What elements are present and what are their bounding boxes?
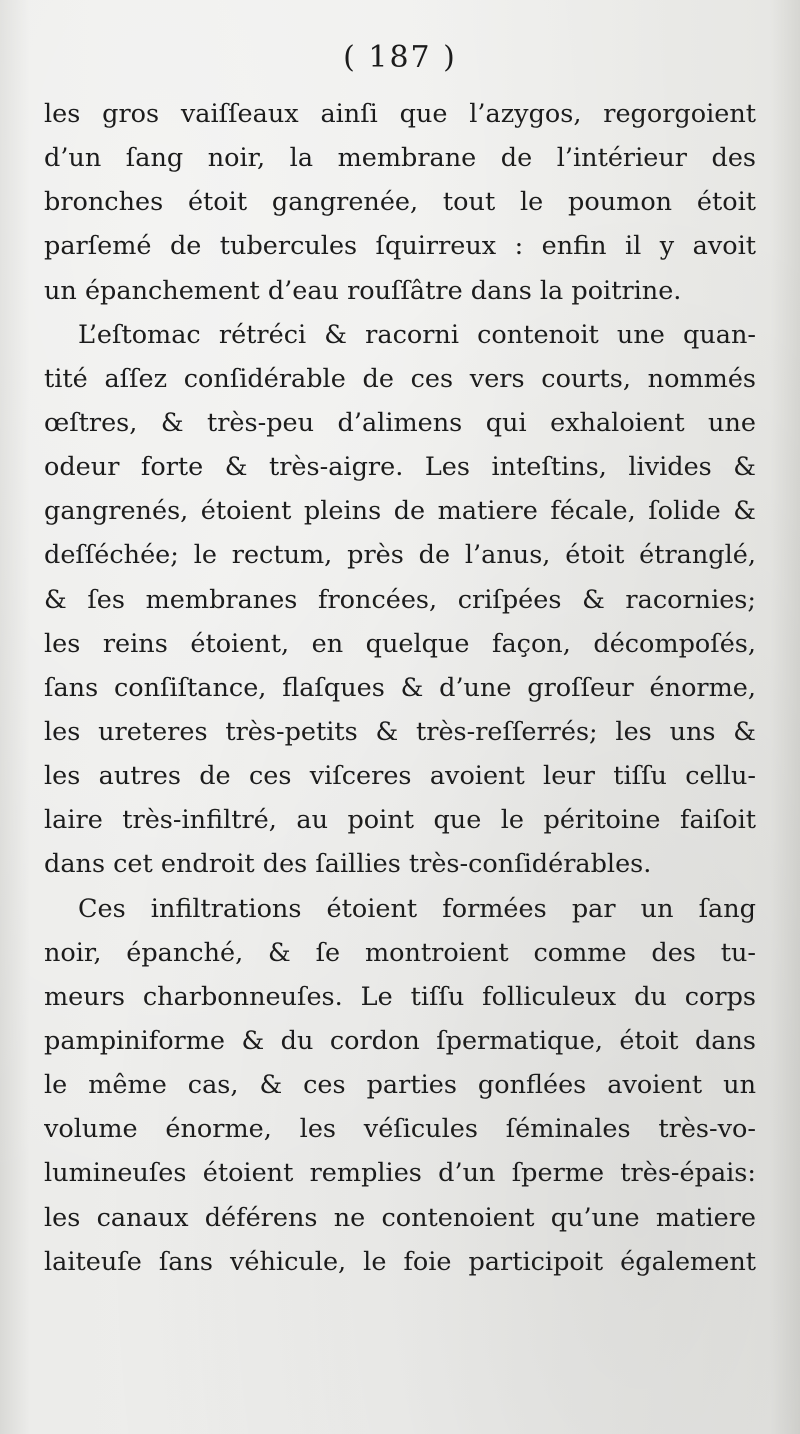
- text-line: volume énorme, les véſicules ſéminales très-vo-: [44, 1114, 756, 1145]
- text-line: les autres de ces viſceres avoient leur tiſſu cellu-: [44, 761, 756, 792]
- text-line: deſſéchée; le rectum, près de l’anus, étoit étranglé,: [44, 540, 756, 571]
- text-line: laire très-infiltré, au point que le péritoine faiſoit: [44, 805, 756, 836]
- page-number: ( 187 ): [343, 40, 457, 75]
- text-line: parſemé de tubercules ſquirreux : enfin il y avoit: [44, 231, 756, 262]
- text-line: lumineuſes étoient remplies d’un ſperme très-épais:: [44, 1158, 756, 1189]
- text-line: tité aſſez conſidérable de ces vers courts, nommés: [44, 363, 756, 394]
- text-line: d’un ſang noir, la membrane de l’intérieur des: [44, 143, 756, 174]
- text-line: pampiniforme & du cordon ſpermatique, étoit dans: [44, 1025, 756, 1056]
- body-text: [44, 92, 756, 1284]
- text-line: & ſes membranes froncées, criſpées & racornies;: [44, 584, 756, 615]
- text-line: les canaux déférens ne contenoient qu’une matiere: [44, 1202, 756, 1233]
- text-line: odeur forte & très-aigre. Les inteſtins, livides &: [44, 452, 756, 483]
- text-line: le même cas, & ces parties gonflées avoient un: [44, 1070, 756, 1101]
- text-line: œſtres, & très-peu d’alimens qui exhaloient une: [44, 407, 756, 438]
- text-line: les gros vaiſſeaux ainſi que l’azygos, regorgoient: [44, 99, 756, 129]
- text-line: meurs charbonneuſes. Le tiſſu folliculeux du corps: [44, 981, 756, 1012]
- text-line: bronches étoit gangrenée, tout le poumon étoit: [44, 187, 756, 218]
- text-line: les ureteres très-petits & très-reſſerrés; les uns &: [44, 716, 756, 747]
- text-line: ſans conſiſtance, flaſques & d’une groſſeur énorme,: [44, 672, 756, 703]
- text-line: un épanchement d’eau rouſſâtre dans la poitrine.: [44, 275, 682, 306]
- text-line: dans cet endroit des ſaillies très-conſidérables.: [44, 849, 652, 880]
- text-line: noir, épanché, & ſe montroient comme des tu-: [44, 937, 756, 968]
- text-line: laiteuſe ſans véhicule, le foie participoit également: [44, 1246, 756, 1277]
- text-line: gangrenés, étoient pleins de matiere fécale, ſolide &: [44, 496, 756, 527]
- text-line: Ces infiltrations étoient formées par un ſang: [78, 893, 756, 924]
- text-line: L’eſtomac rétréci & racorni contenoit une quan-: [78, 319, 756, 350]
- text-line: les reins étoient, en quelque façon, décompoſés,: [44, 628, 756, 659]
